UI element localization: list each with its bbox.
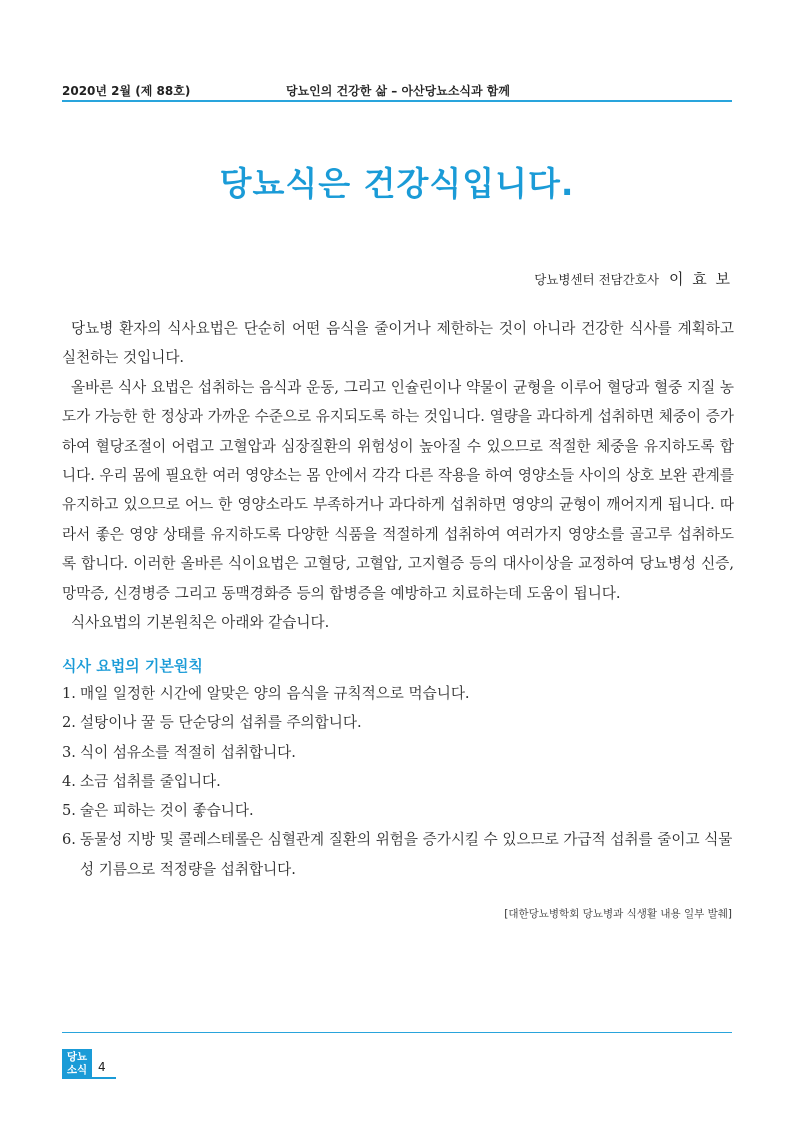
rules-list bbox=[62, 679, 734, 884]
list-item bbox=[62, 738, 734, 767]
newsletter-badge bbox=[62, 1049, 92, 1077]
page-header bbox=[62, 82, 732, 100]
newsletter-tagline: 당뇨인의 건강한 삶 – 아산당뇨소식과 함께 bbox=[286, 84, 510, 98]
list-item-text: 술은 피하는 것이 좋습니다. bbox=[80, 802, 254, 820]
section-title: 식사 요법의 기본원칙 bbox=[62, 657, 203, 675]
list-item bbox=[62, 679, 734, 708]
list-item-number: 1. bbox=[62, 685, 76, 702]
list-item-text: 매일 일정한 시간에 알맞은 양의 음식을 규칙적으로 먹습니다. bbox=[80, 685, 470, 702]
list-item-number: 5. bbox=[62, 802, 76, 820]
list-item-text: 식이 섬유소를 적절히 섭취합니다. bbox=[80, 743, 296, 761]
footer-divider bbox=[62, 1032, 732, 1033]
paragraph: 올바른 식사 요법은 섭취하는 음식과 운동, 그리고 인슐린이나 약물이 균형을 이루어 혈당과 혈중 지질 농도가 가능한 한 정상과 가까운 수준으로 유지되도록 하는 것입니다. 열량을 과다하게 섭취하면 체중이 증가하여 혈당조절이 어렵고 고혈압과 심장질환의 위험성이 높아질 수 있으므로 적절한 체중을 유지하도록 합니다. 우리 몸에 필요한 여러 영양소는 몸 안에서 각각 다른 작용을 하여 영양소들 사이의 상호 보완 관계를 유지하고 있으므로 어느 한 영양소라도 부족하거나 과다하게 섭취하면 영양의 균형이 깨어지게 됩니다. 따라서 좋은 영양 상태를 유지하도록 다양한 식품을 적절하게 섭취하여 여러가지 영양소를 골고루 섭취하도록 합니다. 이러한 올바른 식이요법은 고혈당, 고혈압, 고지혈증 등의 대사이상을 교정하여 당뇨병성 신증, 망막증, 신경병증 그리고 동맥경화증 등의 합병증을 예방하고 치료하는데 도움이 됩니다. bbox=[62, 378, 734, 602]
article-title: 당뇨식은 건강식입니다. bbox=[219, 164, 575, 203]
list-item-number: 2. bbox=[62, 714, 76, 732]
list-item bbox=[62, 708, 734, 737]
list-item bbox=[62, 825, 734, 884]
list-item-text: 소금 섭취를 줄입니다. bbox=[80, 772, 221, 790]
author-role: 당뇨병센터 전담간호사 bbox=[534, 272, 659, 287]
issue-label: 2020년 2월 (제 88호) bbox=[62, 84, 191, 98]
author-name: 이 효 보 bbox=[668, 270, 732, 288]
list-item-number: 6. bbox=[62, 831, 76, 849]
list-item-text: 설탕이나 꿀 등 단순당의 섭취를 주의합니다. bbox=[80, 714, 362, 732]
list-item-number: 4. bbox=[62, 772, 76, 790]
source-citation: [대한당뇨병학회 당뇨병과 식생활 내용 일부 발췌] bbox=[504, 908, 732, 920]
byline bbox=[534, 268, 732, 289]
footer-underline bbox=[62, 1077, 116, 1079]
article-body bbox=[62, 314, 734, 637]
list-item bbox=[62, 796, 734, 825]
header-divider bbox=[62, 100, 732, 102]
page-number: 4 bbox=[98, 1060, 106, 1074]
badge-line: 소식 bbox=[66, 1064, 88, 1076]
list-item-number: 3. bbox=[62, 743, 76, 761]
list-item bbox=[62, 767, 734, 796]
paragraph: 식사요법의 기본원칙은 아래와 같습니다. bbox=[71, 614, 330, 632]
badge-line: 당뇨 bbox=[66, 1051, 88, 1063]
list-item-text: 동물성 지방 및 콜레스테롤은 심혈관계 질환의 위험을 증가시킬 수 있으므로 가급적 섭취를 줄이고 식물성 기름으로 적정량을 섭취합니다. bbox=[80, 831, 733, 878]
paragraph: 당뇨병 환자의 식사요법은 단순히 어떤 음식을 줄이거나 제한하는 것이 아니라 건강한 식사를 계획하고 실천하는 것입니다. bbox=[62, 320, 734, 367]
